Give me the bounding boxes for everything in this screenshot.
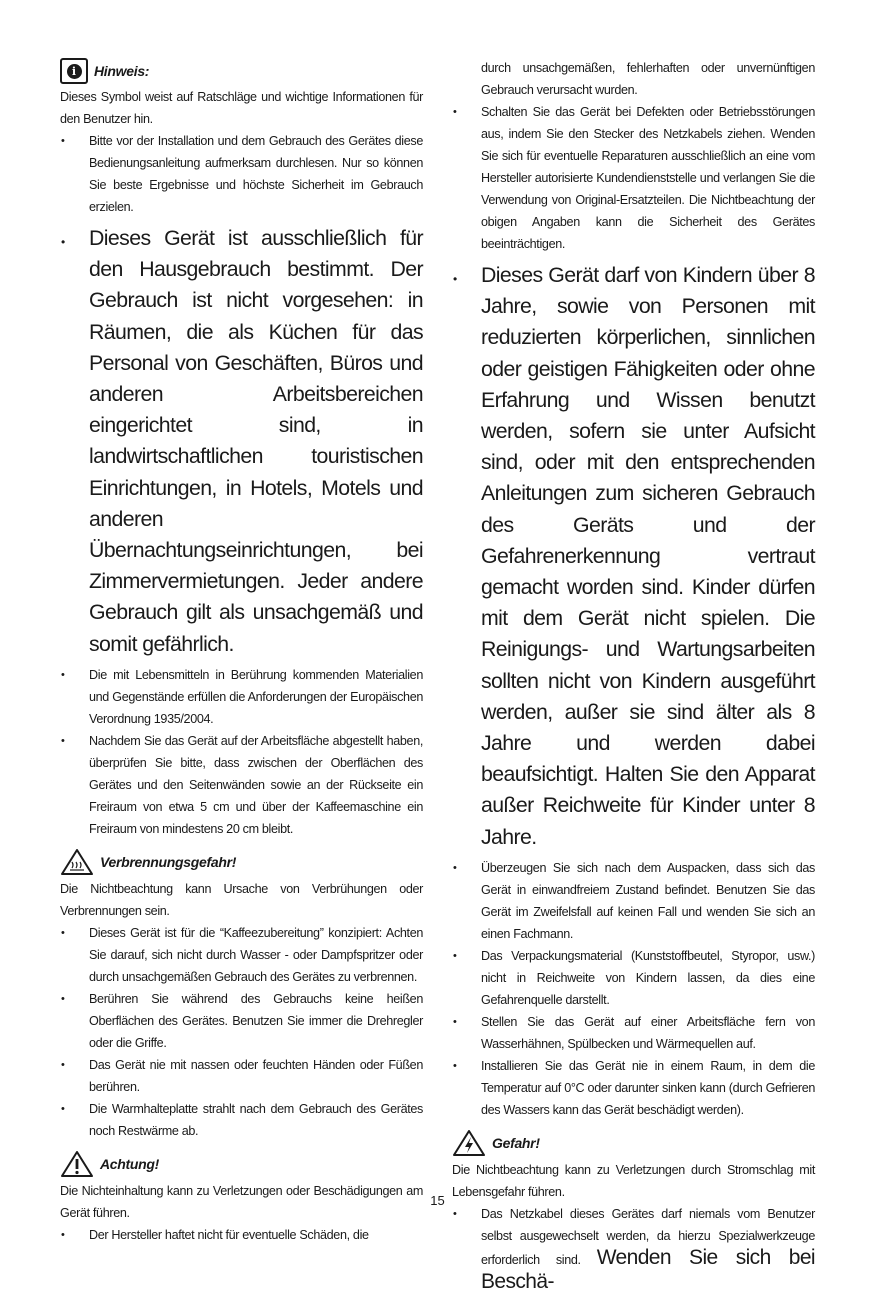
- electric-shock-warning-icon: [452, 1129, 486, 1157]
- page-number: 15: [430, 1193, 445, 1208]
- list-item: [452, 1203, 815, 1295]
- achtung-intro: Die Nichteinhaltung kann zu Verletzungen oder Beschädigungen am Gerät führen.: [60, 1183, 423, 1220]
- list-item-text: Das Netzkabel dieses Gerätes darf niemals vom Benutzer selbst ausgewechselt werden, da hierzu Spezialwerkzeuge erforderlich sind.: [481, 1206, 815, 1267]
- warning-icon: [60, 1150, 94, 1178]
- left-column: [60, 58, 423, 1246]
- achtung-heading: [60, 1150, 423, 1178]
- gefahr-title: Gefahr!: [492, 1134, 540, 1151]
- verbrennung-intro: Die Nichtbeachtung kann Ursache von Verbrühungen oder Verbrennungen sein.: [60, 881, 423, 918]
- list-item: • Das Verpackungsmaterial (Kunststoffbeutel, Styropor, usw.) nicht in Reichweite von Kindern lassen, da dies eine Gefahrenquelle darstellt.: [452, 945, 815, 1011]
- verbrennung-list: [60, 922, 423, 1142]
- list-item-continued: durch unsachgemäßen, fehlerhaften oder unvernünftigen Gebrauch verursacht wurden.: [481, 61, 815, 97]
- achtung-title: Achtung!: [100, 1155, 160, 1172]
- list-item: • Nachdem Sie das Gerät auf der Arbeitsfläche abgestellt haben, überprüfen Sie bitte, dass zwischen der Oberflächen des Gerätes und den Seitenwänden sowie an der Rückseite ein Freiraum von etwa 5 cm und über der Kaffeemaschine ein Freiraum von mindestens 20 cm bleibt.: [60, 730, 423, 840]
- hinweis-heading: [60, 58, 423, 84]
- hinweis-list: [60, 130, 423, 840]
- verbrennung-heading: [60, 848, 423, 876]
- right-column: [452, 57, 815, 1295]
- list-item: • Überzeugen Sie sich nach dem Auspacken, dass sich das Gerät in einwandfreiem Zustand befindet. Benutzen Sie das Gerät im Zweifelsfall auf keinen Fall und wenden Sie sich an einen Fachmann.: [452, 857, 815, 945]
- hinweis-title: Hinweis:: [94, 63, 150, 79]
- list-item: • Schalten Sie das Gerät bei Defekten oder Betriebsstörungen aus, indem Sie den Stecker des Netzkabels ziehen. Wenden Sie sich für eventuelle Reparaturen ausschließlich an eine vom Hersteller autorisierte Kundendienststelle und verlangen Sie die Verwendung von Original-Ersatzteilen. Die Nichtbeachtung der obigen Angaben kann die Sicherheit des Gerätes beeinträchtigen.: [452, 101, 815, 255]
- list-item-large-text: Wenden Sie sich bei Beschä-: [481, 1245, 815, 1293]
- hinweis-intro: Dieses Symbol weist auf Ratschläge und wichtige Informationen für den Benutzer hin.: [60, 90, 423, 126]
- gefahr-heading: [452, 1129, 815, 1157]
- list-item: • Berühren Sie während des Gebrauchs keine heißen Oberflächen des Gerätes. Benutzen Sie immer die Drehregler oder die Griffe.: [60, 988, 423, 1054]
- list-item: • Das Gerät nie mit nassen oder feuchten Händen oder Füßen berühren.: [60, 1054, 423, 1098]
- gefahr-intro: Die Nichtbeachtung kann zu Verletzungen durch Stromschlag mit Lebensgefahr führen.: [452, 1162, 815, 1199]
- list-item: • Bitte vor der Installation und dem Gebrauch des Gerätes diese Bedienungsanleitung aufmerksam durchlesen. Nur so können Sie beste Ergebnisse und höchste Sicherheit im Gebrauch erzielen.: [60, 130, 423, 218]
- hot-surface-warning-icon: [60, 848, 94, 876]
- achtung-list-left: [60, 1224, 423, 1246]
- list-item: • Installieren Sie das Gerät nie in einem Raum, in dem die Temperatur auf 0°C oder darunter sinken kann (durch Gefrieren des Wassers kann das Gerät beschädigt werden).: [452, 1055, 815, 1121]
- verbrennung-title: Verbrennungsgefahr!: [100, 853, 237, 870]
- list-item-large: • Dieses Gerät darf von Kindern über 8 Jahre, sowie von Personen mit reduzierten körperlichen, sinnlichen oder geistigen Fähigkeiten oder ohne Erfahrung und Wissen benutzt werden, sofern sie unter Aufsicht sind, oder mit den entsprechenden Anleitungen zum sicheren Gebrauch des Geräts und der Gefahrenerkennung vertraut gemacht worden sind. Kinder dürfen mit dem Gerät nicht spielen. Die Reinigungs- und Wartungsarbeiten sollten nicht von Kindern ausgeführt werden, außer sie sind älter als 8 Jahre und werden dabei beaufsichtigt. Halten Sie den Apparat außer Reichweite für Kinder unter 8 Jahre.: [452, 260, 815, 853]
- list-item: • Dieses Gerät ist für die “Kaffeezubereitung” konzipiert: Achten Sie darauf, sich nicht durch Wasser - oder Dampfspritzer oder durch unsachgemäßen Gebrauch des Gerätes zu verbrennen.: [60, 922, 423, 988]
- list-item: • Die mit Lebensmitteln in Berührung kommenden Materialien und Gegenstände erfüllen die Anforderungen der Europäischen Verordnung 1935/2004.: [60, 664, 423, 730]
- gefahr-list: [452, 1203, 815, 1295]
- list-item-large: • Dieses Gerät ist ausschließlich für den Hausgebrauch bestimmt. Der Gebrauch ist nicht vorgesehen: in Räumen, die als Küchen für das Personal von Geschäften, Büros und anderen Arbeitsbereichen eingerichtet sind, in landwirtschaftlichen touristischen Einrichtungen, in Hotels, Motels und anderen Übernachtungseinrichtungen, bei Zimmervermietungen. Jeder andere Gebrauch gilt als unsachgemäß und somit gefährlich.: [60, 223, 423, 660]
- list-item: • Stellen Sie das Gerät auf einer Arbeitsfläche fern von Wasserhähnen, Spülbecken und Wärmequellen auf.: [452, 1011, 815, 1055]
- list-item: • Die Warmhalteplatte strahlt nach dem Gebrauch des Gerätes noch Restwärme ab.: [60, 1098, 423, 1142]
- achtung-list-right: [452, 101, 815, 1121]
- list-item: • Der Hersteller haftet nicht für eventuelle Schäden, die: [60, 1224, 423, 1246]
- info-icon: i: [60, 58, 88, 84]
